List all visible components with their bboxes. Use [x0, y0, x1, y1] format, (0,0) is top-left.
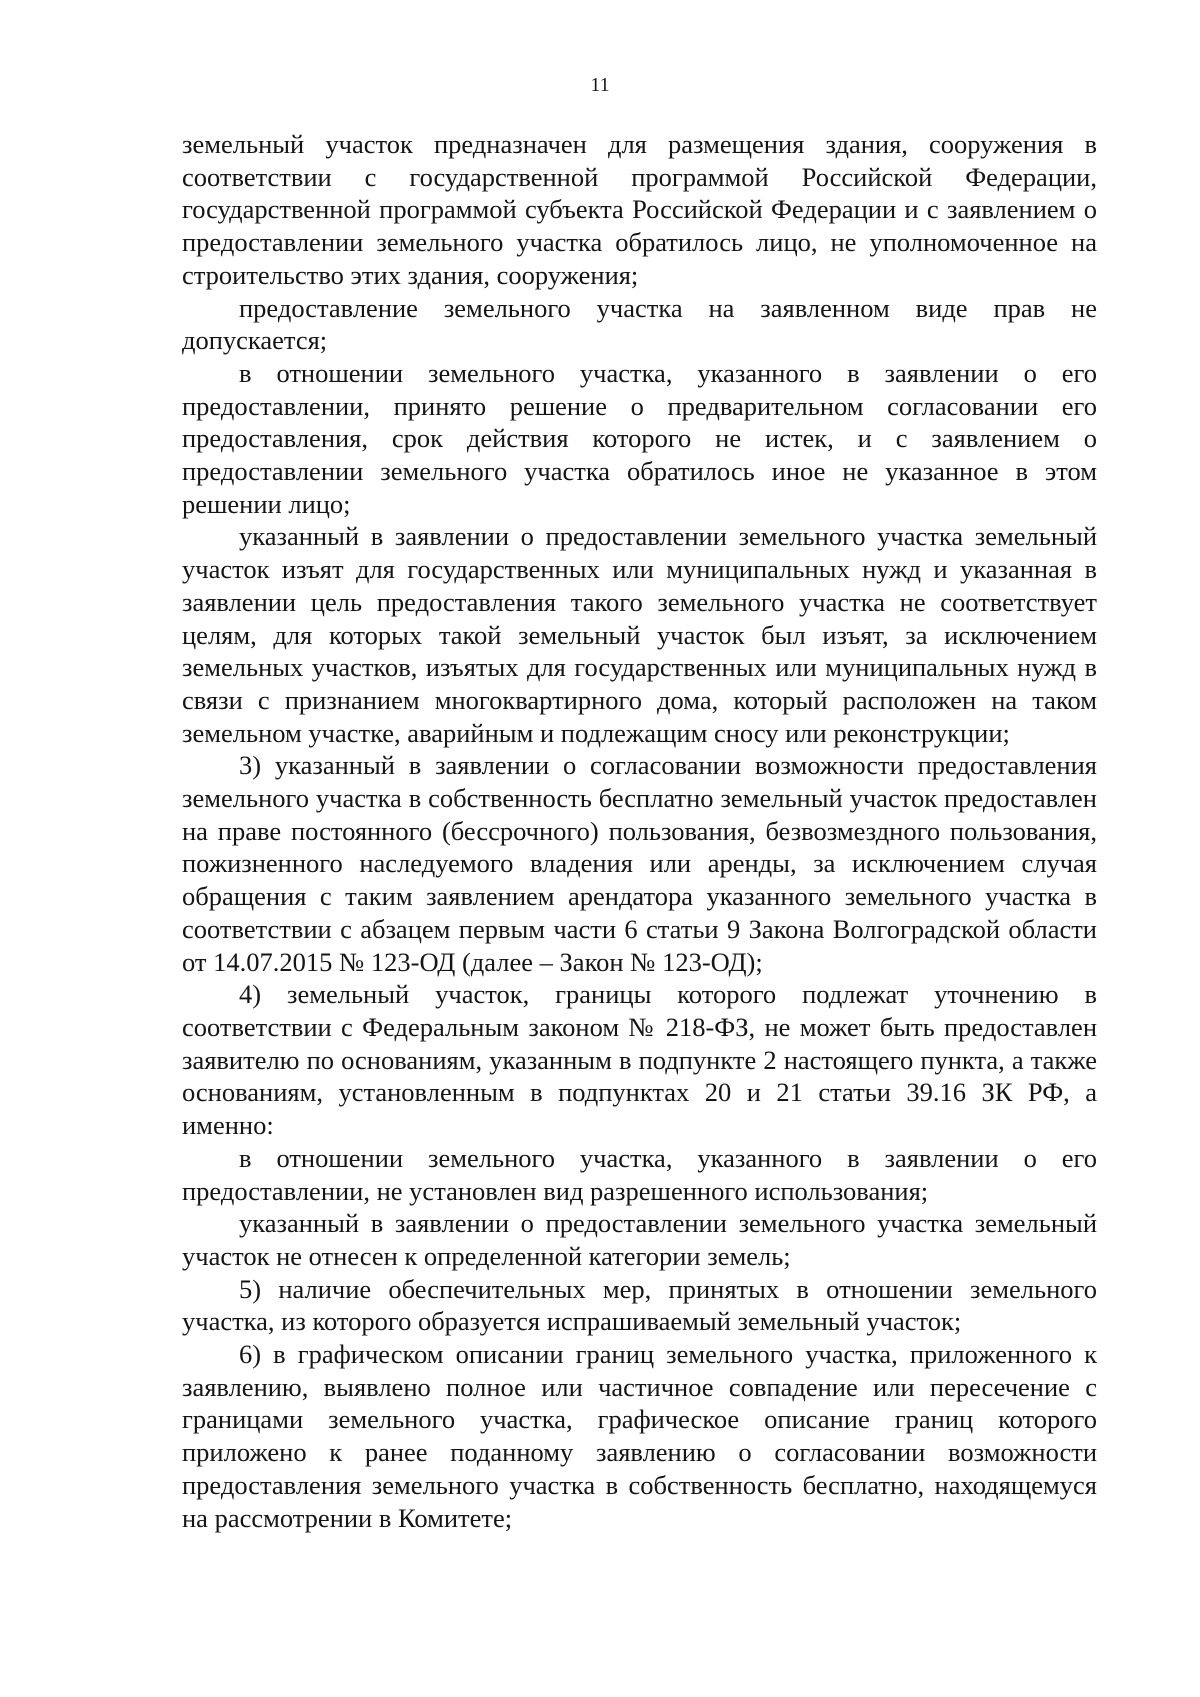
paragraph-item-5: 5) наличие обеспечительных мер, принятых в отношении земельного участка, из которого образуется испрашиваемый земельный участок;	[182, 1273, 1097, 1337]
paragraph-no-land-category: указанный в заявлении о предоставлении земельного участка земельный участок не отнесен к определенной категории земель;	[182, 1208, 1097, 1271]
paragraph-continuation: земельный участок предназначен для размещения здания, сооружения в соответствии с государственной программой Российской Федерации, государственной программой субъекта Российской Федерации и с заявлением о предоставлении земельного участка обратилось лицо, не уполномоченное на строительство этих здания, сооружения;	[182, 129, 1097, 290]
document-body	[182, 128, 1097, 1534]
paragraph-no-permitted-use: в отношении земельного участка, указанного в заявлении о его предоставлении, не установлен вид разрешенного использования;	[182, 1142, 1097, 1206]
page-number: 11	[590, 74, 610, 96]
paragraph-item-6: 6) в графическом описании границ земельного участка, приложенного к заявлению, выявлено полное или частичное совпадение или пересечение с границами земельного участка, графическое описание границ которого приложено к ранее поданному заявлению о согласовании возможности предоставления земельного участка в собственность бесплатно, находящемуся на рассмотрении в Комитете;	[182, 1339, 1097, 1533]
paragraph-rights-not-allowed: предоставление земельного участка на заявленном виде прав не допускается;	[182, 292, 1097, 356]
paragraph-item-3: 3) указанный в заявлении о согласовании возможности предоставления земельного участка в собственность бесплатно земельный участок предоставлен на праве постоянного (бессрочного) пользования, безвозмездного пользования, пожизненного наследуемого владения или аренды, за исключением случая обращения с таким заявлением арендатора указанного земельного участка в соответствии с абзацем первым части 6 статьи 9 Закона Волгоградской области от 14.07.2015 № 123-ОД (далее – Закон № 123-ОД);	[182, 750, 1097, 977]
paragraph-seized-plot: указанный в заявлении о предоставлении земельного участка земельный участок изъят для государственных или муниципальных нужд и указанная в заявлении цель предоставления такого земельного участка не соответствует целям, для которых такой земельный участок был изъят, за исключением земельных участков, изъятых для государственных или муниципальных нужд в связи с признанием многоквартирного дома, который расположен на таком земельном участке, аварийным и подлежащим сносу или реконструкции;	[182, 521, 1097, 748]
paragraph-preliminary-approval: в отношении земельного участка, указанного в заявлении о его предоставлении, принято решение о предварительном согласовании его предоставления, срок действия которого не истек, и с заявлением о предоставлении земельного участка обратилось иное не указанное в этом решении лицо;	[182, 357, 1097, 519]
paragraph-item-4: 4) земельный участок, границы которого подлежат уточнению в соответствии с Федеральным законом № 218-ФЗ, не может быть предоставлен заявителю по основаниям, указанным в подпункте 2 настоящего пункта, а также основаниям, установленным в подпунктах 20 и 21 статьи 39.16 ЗК РФ, а именно:	[182, 979, 1097, 1141]
